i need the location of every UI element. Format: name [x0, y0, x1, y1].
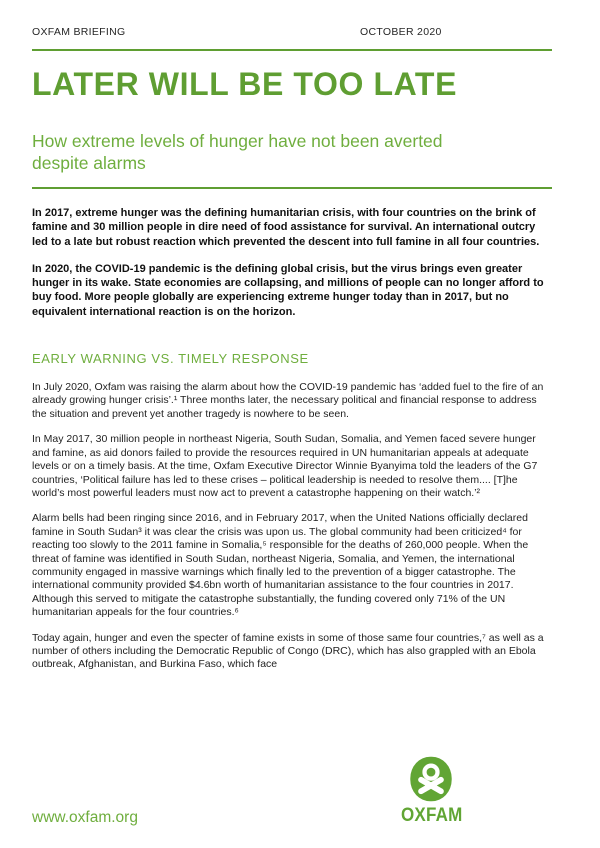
oxfam-wordmark: OXFAM	[401, 804, 463, 826]
body-paragraph: In May 2017, 30 million people in northeast Nigeria, South Sudan, Somalia, and Yemen faced severe hunger and famine, as aid donors failed to provide the resources required in UN humanitarian appeals at adequate levels or on a timely basis. At the time, Oxfam Executive Director Winnie Byanyima told the leaders of the G7 countries, ‘Political failure has led to these crises – political leadership is needed to resolve them.... [T]he world’s most powerful leaders must now act to prevent a catastrophe happening on their watch.’²	[32, 433, 538, 499]
subtitle-divider	[32, 187, 552, 189]
intro-summary	[32, 206, 552, 319]
oxfam-logo	[401, 756, 461, 824]
oxfam-person-icon	[408, 756, 454, 802]
document-header	[32, 26, 552, 40]
doc-date-label: OCTOBER 2020	[360, 26, 442, 38]
section-heading: EARLY WARNING VS. TIMELY RESPONSE	[32, 351, 309, 367]
website-url[interactable]: www.oxfam.org	[32, 809, 138, 826]
top-divider	[32, 49, 552, 51]
intro-paragraph-2020: In 2020, the COVID-19 pandemic is the defining global crisis, but the virus brings even greater hunger in its wake. State economies are collapsing, and millions of people can no longer afford to buy food. More people globally are experiencing extreme hunger today than in 2017, but no equivalent international reaction is on the horizon.	[32, 262, 544, 318]
intro-paragraph-2017: In 2017, extreme hunger was the defining humanitarian crisis, with four countries on the brink of famine and 30 million people in dire need of food assistance for survival. An international outcry led to a late but robust reaction which prevented the descent into full famine in all four countries.	[32, 207, 540, 248]
page-subtitle: How extreme levels of hunger have not been averted despite alarms	[32, 131, 443, 173]
section-body	[32, 381, 552, 672]
page-title: LATER WILL BE TOO LATE	[32, 66, 458, 102]
body-paragraph: Today again, hunger and even the specter of famine exists in some of those same four countries,⁷ as well as a number of others including the Democratic Republic of Congo (DRC), which has also grappled with an Ebola outbreak, Afghanistan, and Burkina Faso, which face	[32, 631, 544, 671]
body-paragraph: In July 2020, Oxfam was raising the alarm about how the COVID-19 pandemic has ‘added fuel to the fire of an already growing hunger crisis’.¹ Three months later, the necessary political and financial response to address the situation and prevent yet another tragedy is nowhere to be seen.	[32, 381, 544, 420]
body-paragraph: Alarm bells had been ringing since 2016, and in February 2017, when the United Nations officially declared famine in South Sudan³ it was clear the crisis was upon us. The global community had been criticized⁴ for reacting too slowly to the 2011 famine in Somalia,⁵ responsible for the deaths of 260,000 people. When the threat of famine was identified in South Sudan, northeast Nigeria, Somalia, and Yemen, the international community engaged in massive warnings which finally led to the prevention of a bigger catastrophe. The international community provided $4.6bn worth of humanitarian assistance to the four countries in 2017. Although this served to mitigate the catastrophe substantially, the funding covered only 71% of the UN humanitarian appeals for the four countries.⁶	[32, 512, 529, 619]
doc-type-label: OXFAM BRIEFING	[32, 26, 126, 38]
